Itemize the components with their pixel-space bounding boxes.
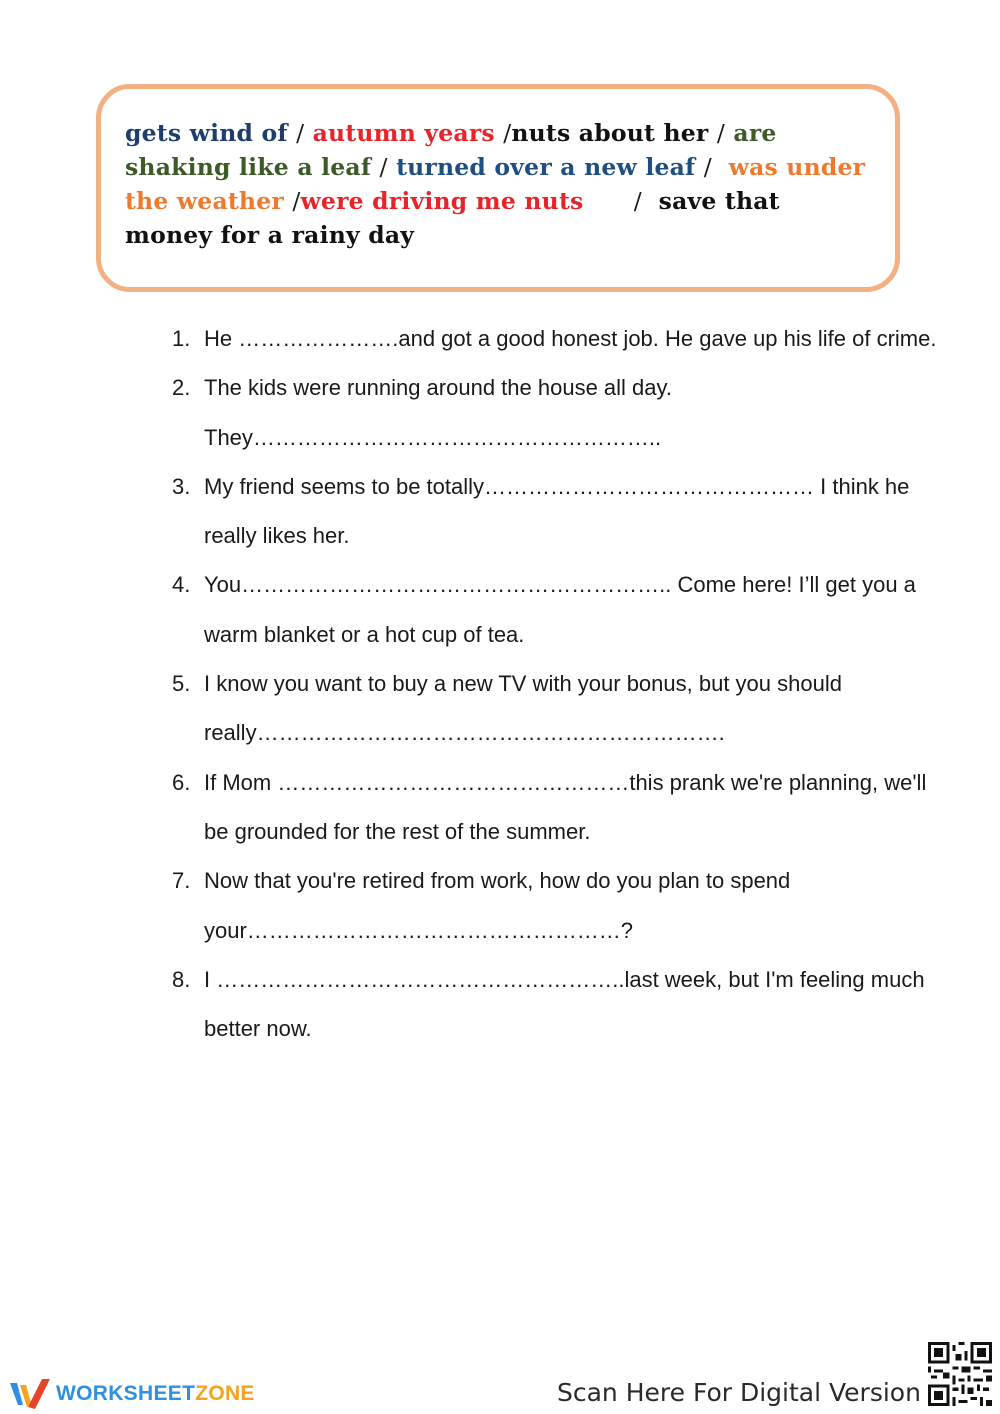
question-number: 6.	[172, 769, 191, 795]
question-number: 2.	[172, 375, 191, 401]
word-bank-item-4: are shaking like a leaf	[125, 119, 777, 181]
question-text: You………………………………………………….. Come here! I’ll get you a warm blanket or a hot cup of tea.	[204, 572, 916, 647]
word-bank-item-3: nuts about her	[511, 119, 709, 147]
question-item	[166, 462, 946, 561]
question-item	[166, 856, 946, 955]
question-item	[166, 314, 946, 363]
question-item	[166, 955, 946, 1054]
question-text: The kids were running around the house all day. They………………………………………………..	[204, 375, 672, 450]
word-bank-separator: /	[633, 187, 642, 215]
question-item	[166, 659, 946, 758]
word-bank-item-1: gets wind of	[125, 119, 288, 147]
word-bank-separator: /	[379, 153, 388, 181]
question-text: I ………………………………………………..last week, but I'm feeling much better now.	[204, 966, 925, 1042]
word-bank-box	[96, 84, 900, 292]
worksheetzone-logo[interactable]	[8, 1374, 255, 1414]
question-text: Now that you're retired from work, how do you plan to spend your……………………………………………?	[204, 868, 791, 943]
word-bank-separator: /	[292, 187, 301, 215]
word-bank-item-8: save that money for a rainy day	[125, 187, 780, 249]
word-bank-item-5: turned over a new leaf	[396, 153, 696, 181]
question-text: I know you want to buy a new TV with your bonus, but you should really……………………………………………………….	[204, 671, 842, 746]
word-bank-item-6: was under the weather	[125, 153, 866, 215]
question-number: 4.	[172, 572, 191, 598]
question-item	[166, 758, 946, 857]
word-bank-text	[125, 116, 871, 252]
question-number: 8.	[172, 966, 191, 992]
logo-text-part2: ZONE	[195, 1382, 255, 1405]
question-number: 5.	[172, 671, 191, 697]
logo-text-part1: WORKSHEET	[56, 1382, 196, 1405]
qr-code-icon[interactable]	[928, 1342, 992, 1406]
question-list	[166, 314, 946, 1053]
word-bank-separator: /	[503, 119, 512, 147]
question-number: 3.	[172, 473, 191, 499]
question-item	[166, 363, 946, 462]
question-number: 1.	[172, 326, 191, 351]
word-bank-separator: /	[703, 153, 712, 181]
word-bank-separator: /	[716, 119, 725, 147]
word-bank-item-7: were driving me nuts	[300, 187, 584, 215]
question-item	[166, 560, 946, 659]
question-text: My friend seems to be totally……………………………………… I think he really likes her.	[204, 473, 910, 549]
question-number: 7.	[172, 868, 191, 894]
word-bank-separator: /	[296, 119, 305, 147]
logo-text	[56, 1382, 255, 1406]
scan-instruction: Scan Here For Digital Version	[557, 1378, 921, 1407]
worksheetzone-w-logo-icon	[8, 1377, 52, 1411]
question-text: He ………………….and got a good honest job. He gave up his life of crime.	[204, 326, 937, 351]
question-text: If Mom …………………………………………this prank we're planning, we'll be grounded for the rest of the summer.	[204, 769, 927, 844]
word-bank-item-2: autumn years	[312, 119, 495, 147]
